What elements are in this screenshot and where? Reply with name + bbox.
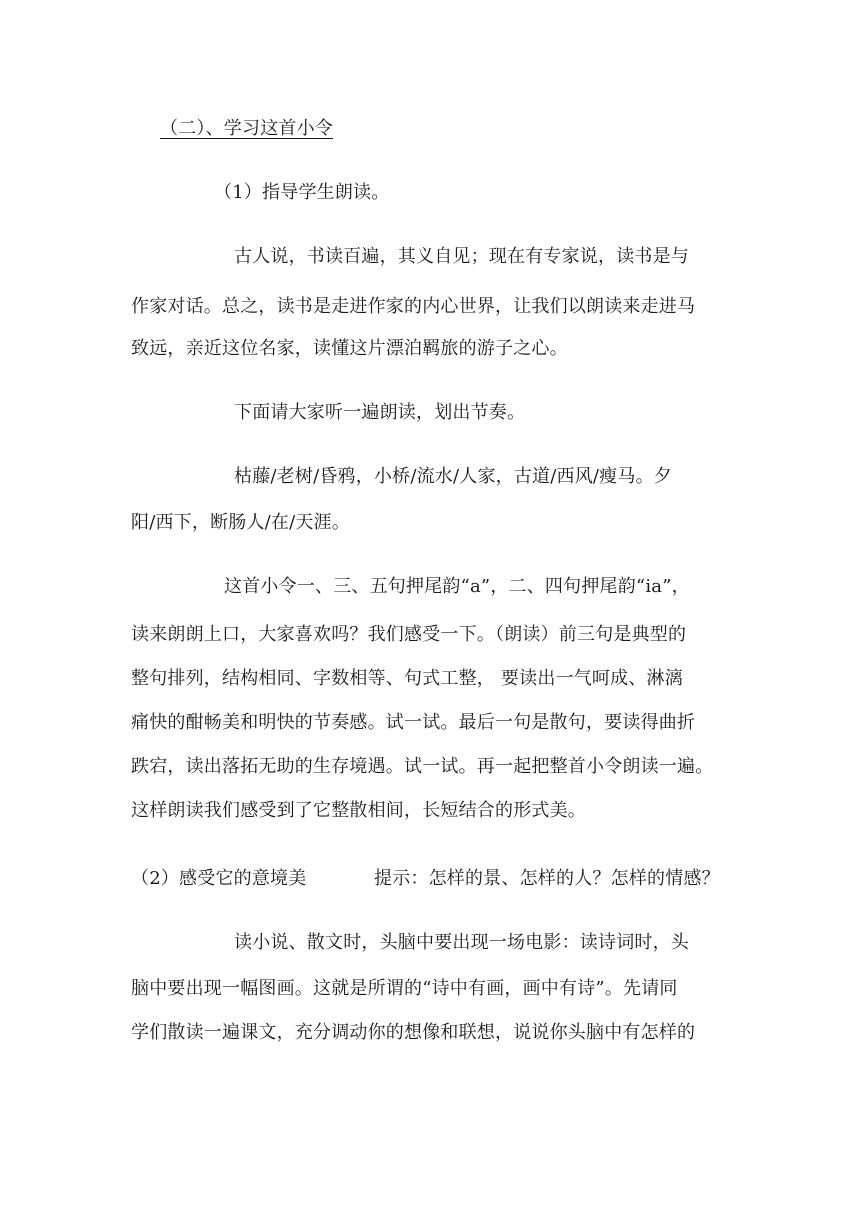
para1-line1: 古人说，书读百遍，其义自见；现在有专家说，读书是与: [234, 246, 689, 267]
para3-line6: 这样朗读我们感受到了它整散相间，长短结合的形式美。: [131, 800, 586, 821]
poem-line1: 枯藤/老树/昏鸦，小桥/流水/人家，古道/西风/瘦马。夕: [234, 466, 672, 487]
subheading-imagery: （2）感受它的意境美: [131, 868, 307, 889]
section-heading: （二）、学习这首小令: [160, 118, 333, 139]
para3-line5: 跌宕，读出落拓无助的生存境遇。试一试。再一起把整首小令朗读一遍。: [131, 756, 714, 777]
para3-line4: 痛快的酣畅美和明快的节奏感。试一试。最后一句是散句，要读得曲折: [131, 712, 696, 733]
para1-line2: 作家对话。总之，读书是走进作家的内心世界，让我们以朗读来走进马: [131, 296, 696, 317]
para4-line3: 学们散读一遍课文，充分调动你的想像和联想，说说你头脑中有怎样的: [131, 1022, 696, 1043]
para1-line3: 致远，亲近这位名家，读懂这片漂泊羁旅的游子之心。: [131, 338, 568, 359]
poem-line2: 阳/西下，断肠人/在/天涯。: [131, 512, 350, 533]
para3-line1: 这首小令一、三、五句押尾韵“a”，二、四句押尾韵“ia”，: [224, 576, 690, 597]
para4-line2: 脑中要出现一幅图画。这就是所谓的“诗中有画，画中有诗”。先请同: [131, 978, 678, 999]
imagery-hint: 提示：怎样的景、怎样的人？怎样的情感？: [374, 868, 720, 889]
para3-line2: 读来朗朗上口，大家喜欢吗？我们感受一下。（朗读）前三句是典型的: [131, 624, 687, 645]
subheading-reading: （1）指导学生朗读。: [214, 182, 390, 203]
para4-line1: 读小说、散文时，头脑中要出现一场电影：读诗词时，头: [234, 932, 689, 953]
para2-line: 下面请大家听一遍朗读，划出节奏。: [234, 402, 526, 423]
para3-line3: 整句排列，结构相同、字数相等、句式工整， 要读出一气呵成、淋漓: [131, 668, 683, 689]
